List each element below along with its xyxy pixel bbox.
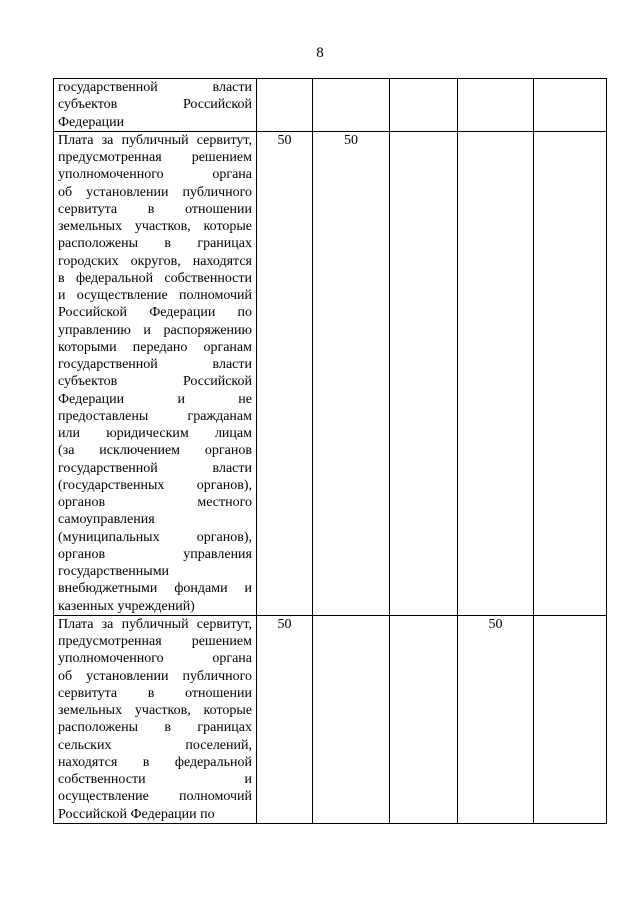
value-cell: 50 [257,615,313,823]
revenue-description-cell [54,131,257,615]
description-line: государственной власти [58,460,252,476]
value-cell [390,79,458,132]
description-line: расположены в границах [58,236,252,252]
description-line: земельных участков, которые [58,703,252,718]
description-line: Российской Федерации по [58,806,215,822]
description-line: осуществление полномочий [58,789,252,805]
description-line: Плата за публичный сервитут, [58,132,252,148]
description-line: (муниципальных органов), [58,529,252,545]
value-cell [534,79,607,132]
value-cell [390,131,458,615]
description-line: самоуправления [58,512,155,528]
value-cell [458,131,534,615]
description-line: государственной власти [58,80,252,95]
page-number: 8 [316,45,324,61]
description-line: уполномоченного органа [58,651,252,667]
description-line: субъектов Российской [58,374,252,390]
description-line: предусмотренная решением [58,634,252,649]
description-line: собственности и [58,772,252,787]
description-line: находятся в федеральной [58,754,252,770]
value-cell: 50 [458,615,534,823]
value-cell [534,615,607,823]
table-row [54,131,607,615]
description-line: которыми передано органам [58,339,252,355]
description-line: Российской Федерации по [58,305,252,321]
description-line: об установлении публичного [58,668,252,684]
description-line: сервитута в отношении [58,685,252,701]
description-line: сервитута в отношении [58,201,252,217]
table-body [54,79,607,824]
description-line: уполномоченного органа [58,167,252,183]
value-cell [313,79,390,132]
description-line: субъектов Российской [58,97,252,113]
description-line: государственными [58,564,170,579]
value-cell [257,79,313,132]
description-line: государственной власти [58,357,252,372]
description-line: (за исключением органов [58,443,252,459]
description-line: внебюджетными фондами и [58,581,252,597]
description-line: казенных учреждений) [58,598,195,614]
description-line: расположены в границах [58,720,252,736]
description-line: земельных участков, которые [58,219,252,234]
value-cell [313,615,390,823]
description-line: предусмотренная решением [58,150,252,165]
table-row [54,79,607,132]
value-cell [458,79,534,132]
description-line: городских округов, находятся [58,253,252,269]
revenue-description-cell [54,79,257,132]
description-line: и осуществление полномочий [58,288,252,303]
description-line: Федерации [58,114,125,130]
description-line: или юридическим лицам [58,426,252,441]
description-line: об установлении публичного [58,184,252,200]
description-line: в федеральной собственности [58,270,252,286]
description-line: (государственных органов), [58,477,252,493]
value-cell [534,131,607,615]
description-line: Плата за публичный сервитут, [58,616,252,632]
table-row [54,615,607,823]
description-line: сельских поселений, [58,737,252,753]
description-line: Федерации и не [58,391,252,407]
revenue-description-cell [54,615,257,823]
value-cell [390,615,458,823]
value-cell: 50 [313,131,390,615]
description-line: органов управления [58,546,252,562]
description-line: органов местного [58,495,252,510]
revenue-distribution-table [53,78,607,824]
description-line: управлению и распоряжению [58,322,252,338]
description-line: предоставлены гражданам [58,408,252,424]
value-cell: 50 [257,131,313,615]
